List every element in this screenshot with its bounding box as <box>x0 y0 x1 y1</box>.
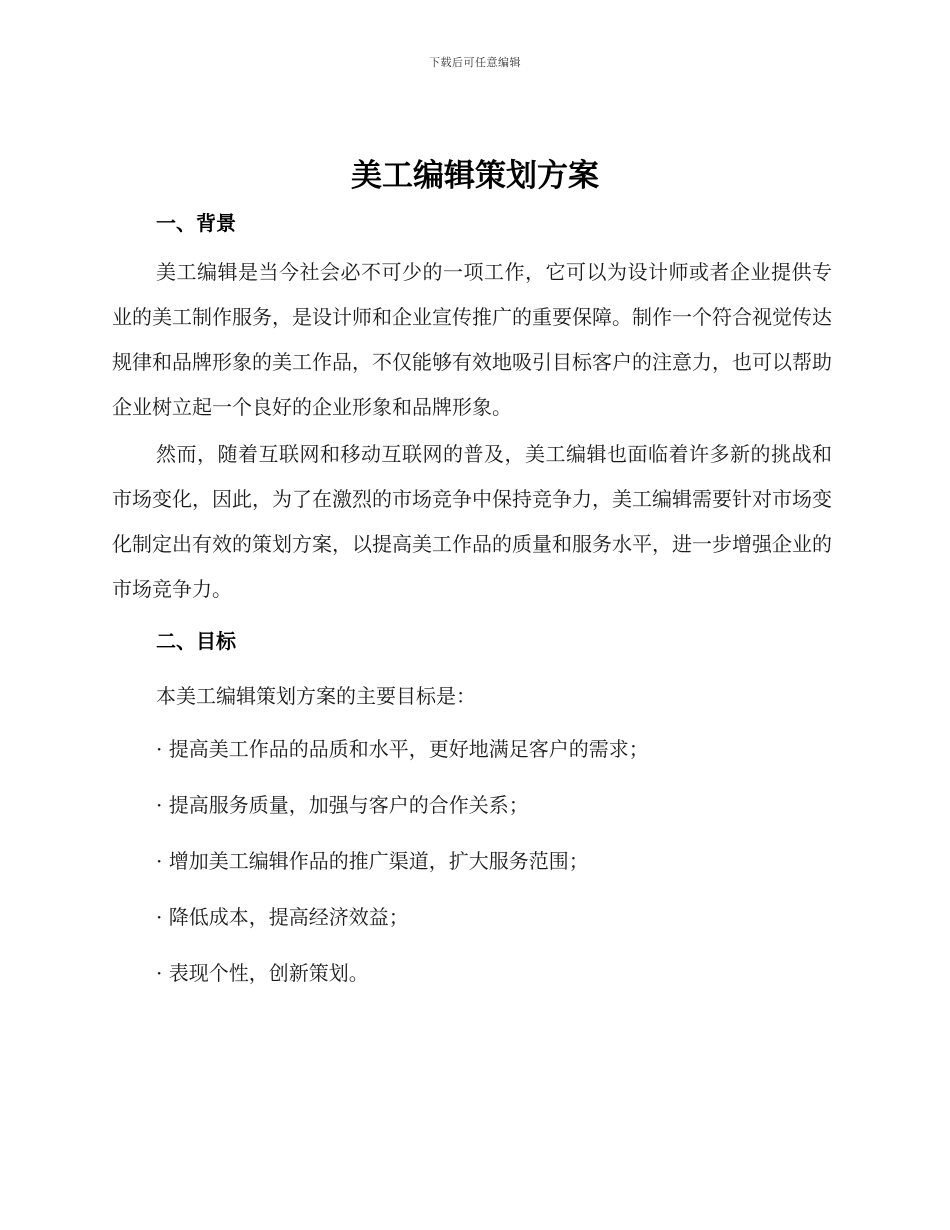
section-heading-background: 一、背景 <box>156 211 236 235</box>
document-title: 美工编辑策划方案 <box>351 158 599 194</box>
goal-item: · 提高美工作品的品质和水平，更好地满足客户的需求； <box>156 737 649 761</box>
background-paragraph-2-block <box>112 432 832 612</box>
goal-item: · 增加美工编辑作品的推广渠道，扩大服务范围； <box>156 849 589 873</box>
goals-intro-block <box>112 680 832 709</box>
goals-list <box>112 735 832 1015</box>
section-background <box>112 207 832 236</box>
goal-item: · 降低成本，提高经济效益； <box>156 905 409 929</box>
section-heading-goals: 二、目标 <box>156 629 236 653</box>
header-note: 下载后可任意编辑 <box>429 56 521 69</box>
background-paragraph-2: 然而，随着互联网和移动互联网的普及，美工编辑也面临着许多新的挑战和市场变化，因此，为了在激烈的市场竞争中保持竞争力，美工编辑需要针对市场变化制定出有效的策划方案，以提高美工作品的质量和服务水平，进一步增强企业的市场竞争力。 <box>112 442 832 601</box>
goal-item: · 提高服务质量，加强与客户的合作关系； <box>156 793 529 817</box>
background-paragraph-1: 美工编辑是当今社会必不可少的一项工作，它可以为设计师或者企业提供专业的美工制作服务，是设计师和企业宣传推广的重要保障。制作一个符合视觉传达规律和品牌形象的美工作品，不仅能够有效地吸引目标客户的注意力，也可以帮助企业树立起一个良好的企业形象和品牌形象。 <box>112 260 832 419</box>
section-goals <box>112 625 832 654</box>
goals-list-block <box>112 735 832 1015</box>
goals-intro: 本美工编辑策划方案的主要目标是： <box>156 684 476 708</box>
goal-item: · 表现个性，创新策划。 <box>156 961 369 985</box>
background-paragraph-1-block <box>112 250 832 430</box>
